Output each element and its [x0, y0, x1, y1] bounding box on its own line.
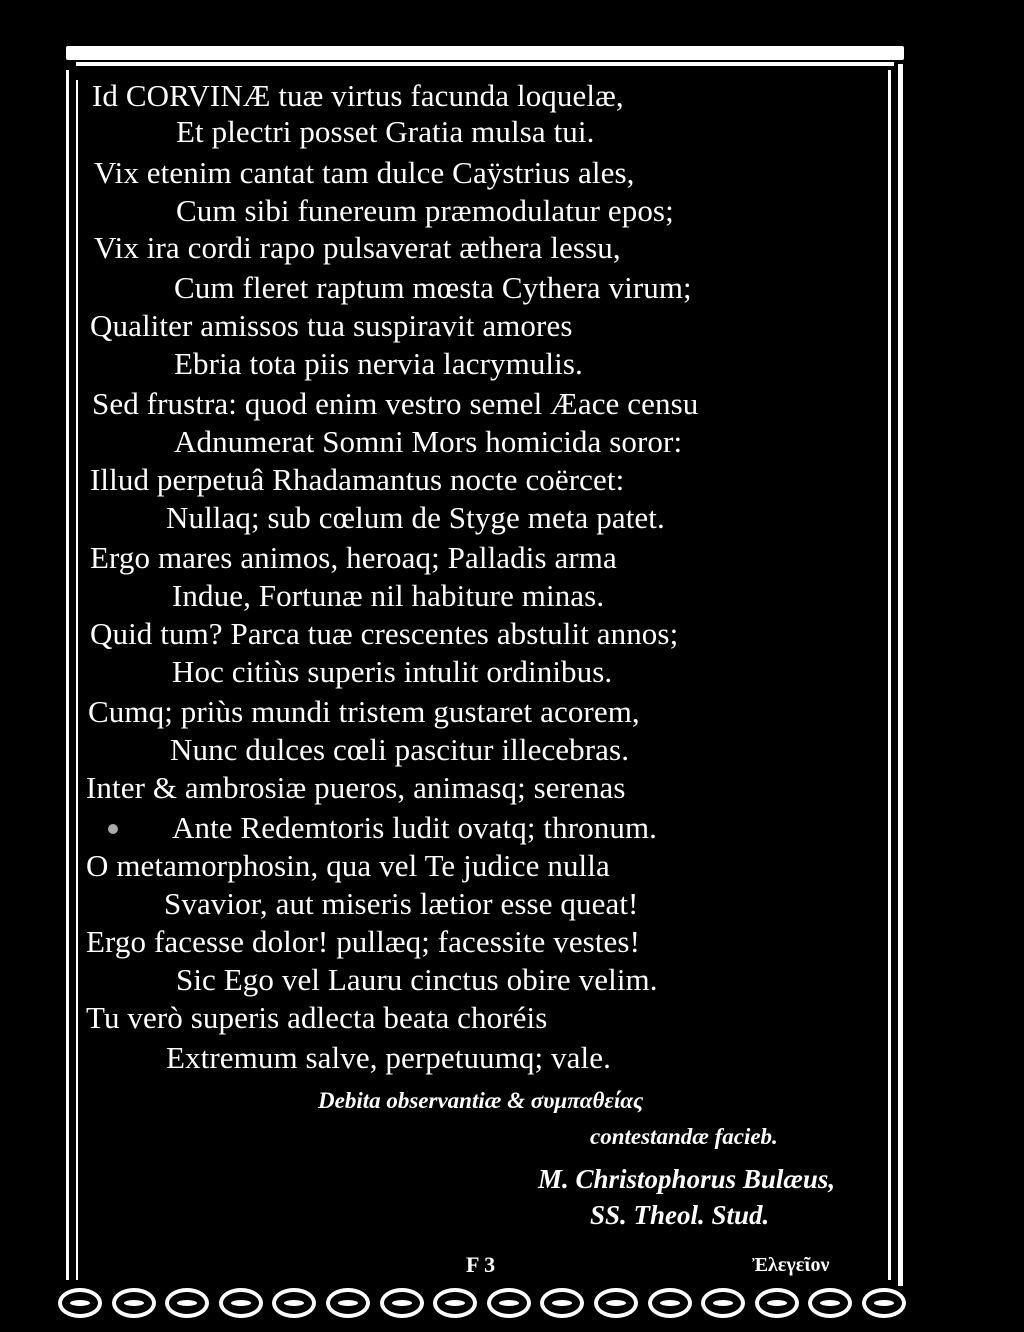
ornament-link-icon — [701, 1288, 745, 1318]
ornament-link-icon — [219, 1288, 263, 1318]
left-border-outer — [66, 70, 69, 1280]
ornament-link-icon — [648, 1288, 692, 1318]
top-border-rule — [66, 46, 904, 60]
poem-line: Nullaq; sub cœlum de Styge meta patet. — [166, 500, 665, 535]
ornament-link-icon — [594, 1288, 638, 1318]
ornament-link-icon — [58, 1288, 102, 1318]
poem-line: Ergo mares animos, heroaq; Palladis arma — [90, 540, 617, 575]
ornament-link-icon — [487, 1288, 531, 1318]
signature-mark: F 3 — [466, 1252, 496, 1277]
catchword: Ἐλεγεῖον — [752, 1254, 830, 1276]
poem-line: Adnumerat Somni Mors homicida soror: — [174, 424, 683, 459]
ink-speck — [108, 824, 118, 834]
poem-line: Nunc dulces cœli pascitur illecebras. — [170, 732, 630, 767]
poem-line: Sed frustra: quod enim vestro semel Æace censu — [92, 386, 699, 421]
author-title: SS. Theol. Stud. — [590, 1200, 770, 1230]
right-border-outer — [898, 64, 903, 1286]
ornament-link-icon — [326, 1288, 370, 1318]
poem-line: Ante Redemtoris ludit ovatq; thronum. — [172, 810, 658, 845]
dedication-line-2: contestandæ facieb. — [590, 1124, 778, 1149]
poem-line: Svavior, aut miseris lætior esse queat! — [164, 886, 639, 921]
poem-line: Sic Ego vel Lauru cinctus obire velim. — [176, 962, 658, 997]
right-border-inner — [888, 70, 891, 1280]
ornament-link-icon — [272, 1288, 316, 1318]
ornament-link-icon — [433, 1288, 477, 1318]
poem-line: Id CORVINÆ tuæ virtus facunda loquelæ, — [92, 78, 624, 113]
poem-line: Ergo facesse dolor! pullæq; facessite vestes! — [86, 924, 641, 959]
poem-line: Hoc citiùs superis intulit ordinibus. — [172, 654, 613, 689]
poem-line: Vix etenim cantat tam dulce Caÿstrius ales, — [94, 155, 635, 190]
ornament-link-icon — [165, 1288, 209, 1318]
ornament-link-icon — [380, 1288, 424, 1318]
dedication-line-1: Debita observantiæ & συμπαθείας — [318, 1088, 644, 1113]
poem-line: Cum sibi funereum præmodulatur epos; — [176, 193, 674, 228]
ornament-link-icon — [862, 1288, 906, 1318]
poem-line: Et plectri posset Gratia mulsa tui. — [176, 114, 595, 149]
bottom-ornament-band — [58, 1284, 906, 1322]
author-name: M. Christophorus Bulæus, — [538, 1164, 836, 1194]
left-border-inner — [76, 80, 78, 1280]
ornament-link-icon — [755, 1288, 799, 1318]
poem-line: Indue, Fortunæ nil habiture minas. — [172, 578, 605, 613]
poem-line: O metamorphosin, qua vel Te judice nulla — [86, 848, 610, 883]
poem-line: Extremum salve, perpetuumq; vale. — [166, 1040, 611, 1075]
poem-line: Qualiter amissos tua suspiravit amores — [90, 308, 573, 343]
ornament-link-icon — [540, 1288, 584, 1318]
poem-line: Vix ira cordi rapo pulsaverat æthera lessu, — [94, 230, 621, 265]
ornament-link-icon — [808, 1288, 852, 1318]
poem-line: Ebria tota piis nervia lacrymulis. — [174, 346, 583, 381]
poem-line: Quid tum? Parca tuæ crescentes abstulit annos; — [90, 616, 679, 651]
poem-line: Tu verò superis adlecta beata choréis — [86, 1000, 548, 1035]
poem-line: Inter & ambrosiæ pueros, animasq; serenas — [86, 770, 626, 805]
poem-line: Cumq; priùs mundi tristem gustaret acorem, — [88, 694, 640, 729]
ornament-link-icon — [112, 1288, 156, 1318]
poem-line: Illud perpetuâ Rhadamantus nocte coërcet: — [90, 462, 625, 497]
poem-line: Cum fleret raptum mœsta Cythera virum; — [174, 270, 692, 305]
